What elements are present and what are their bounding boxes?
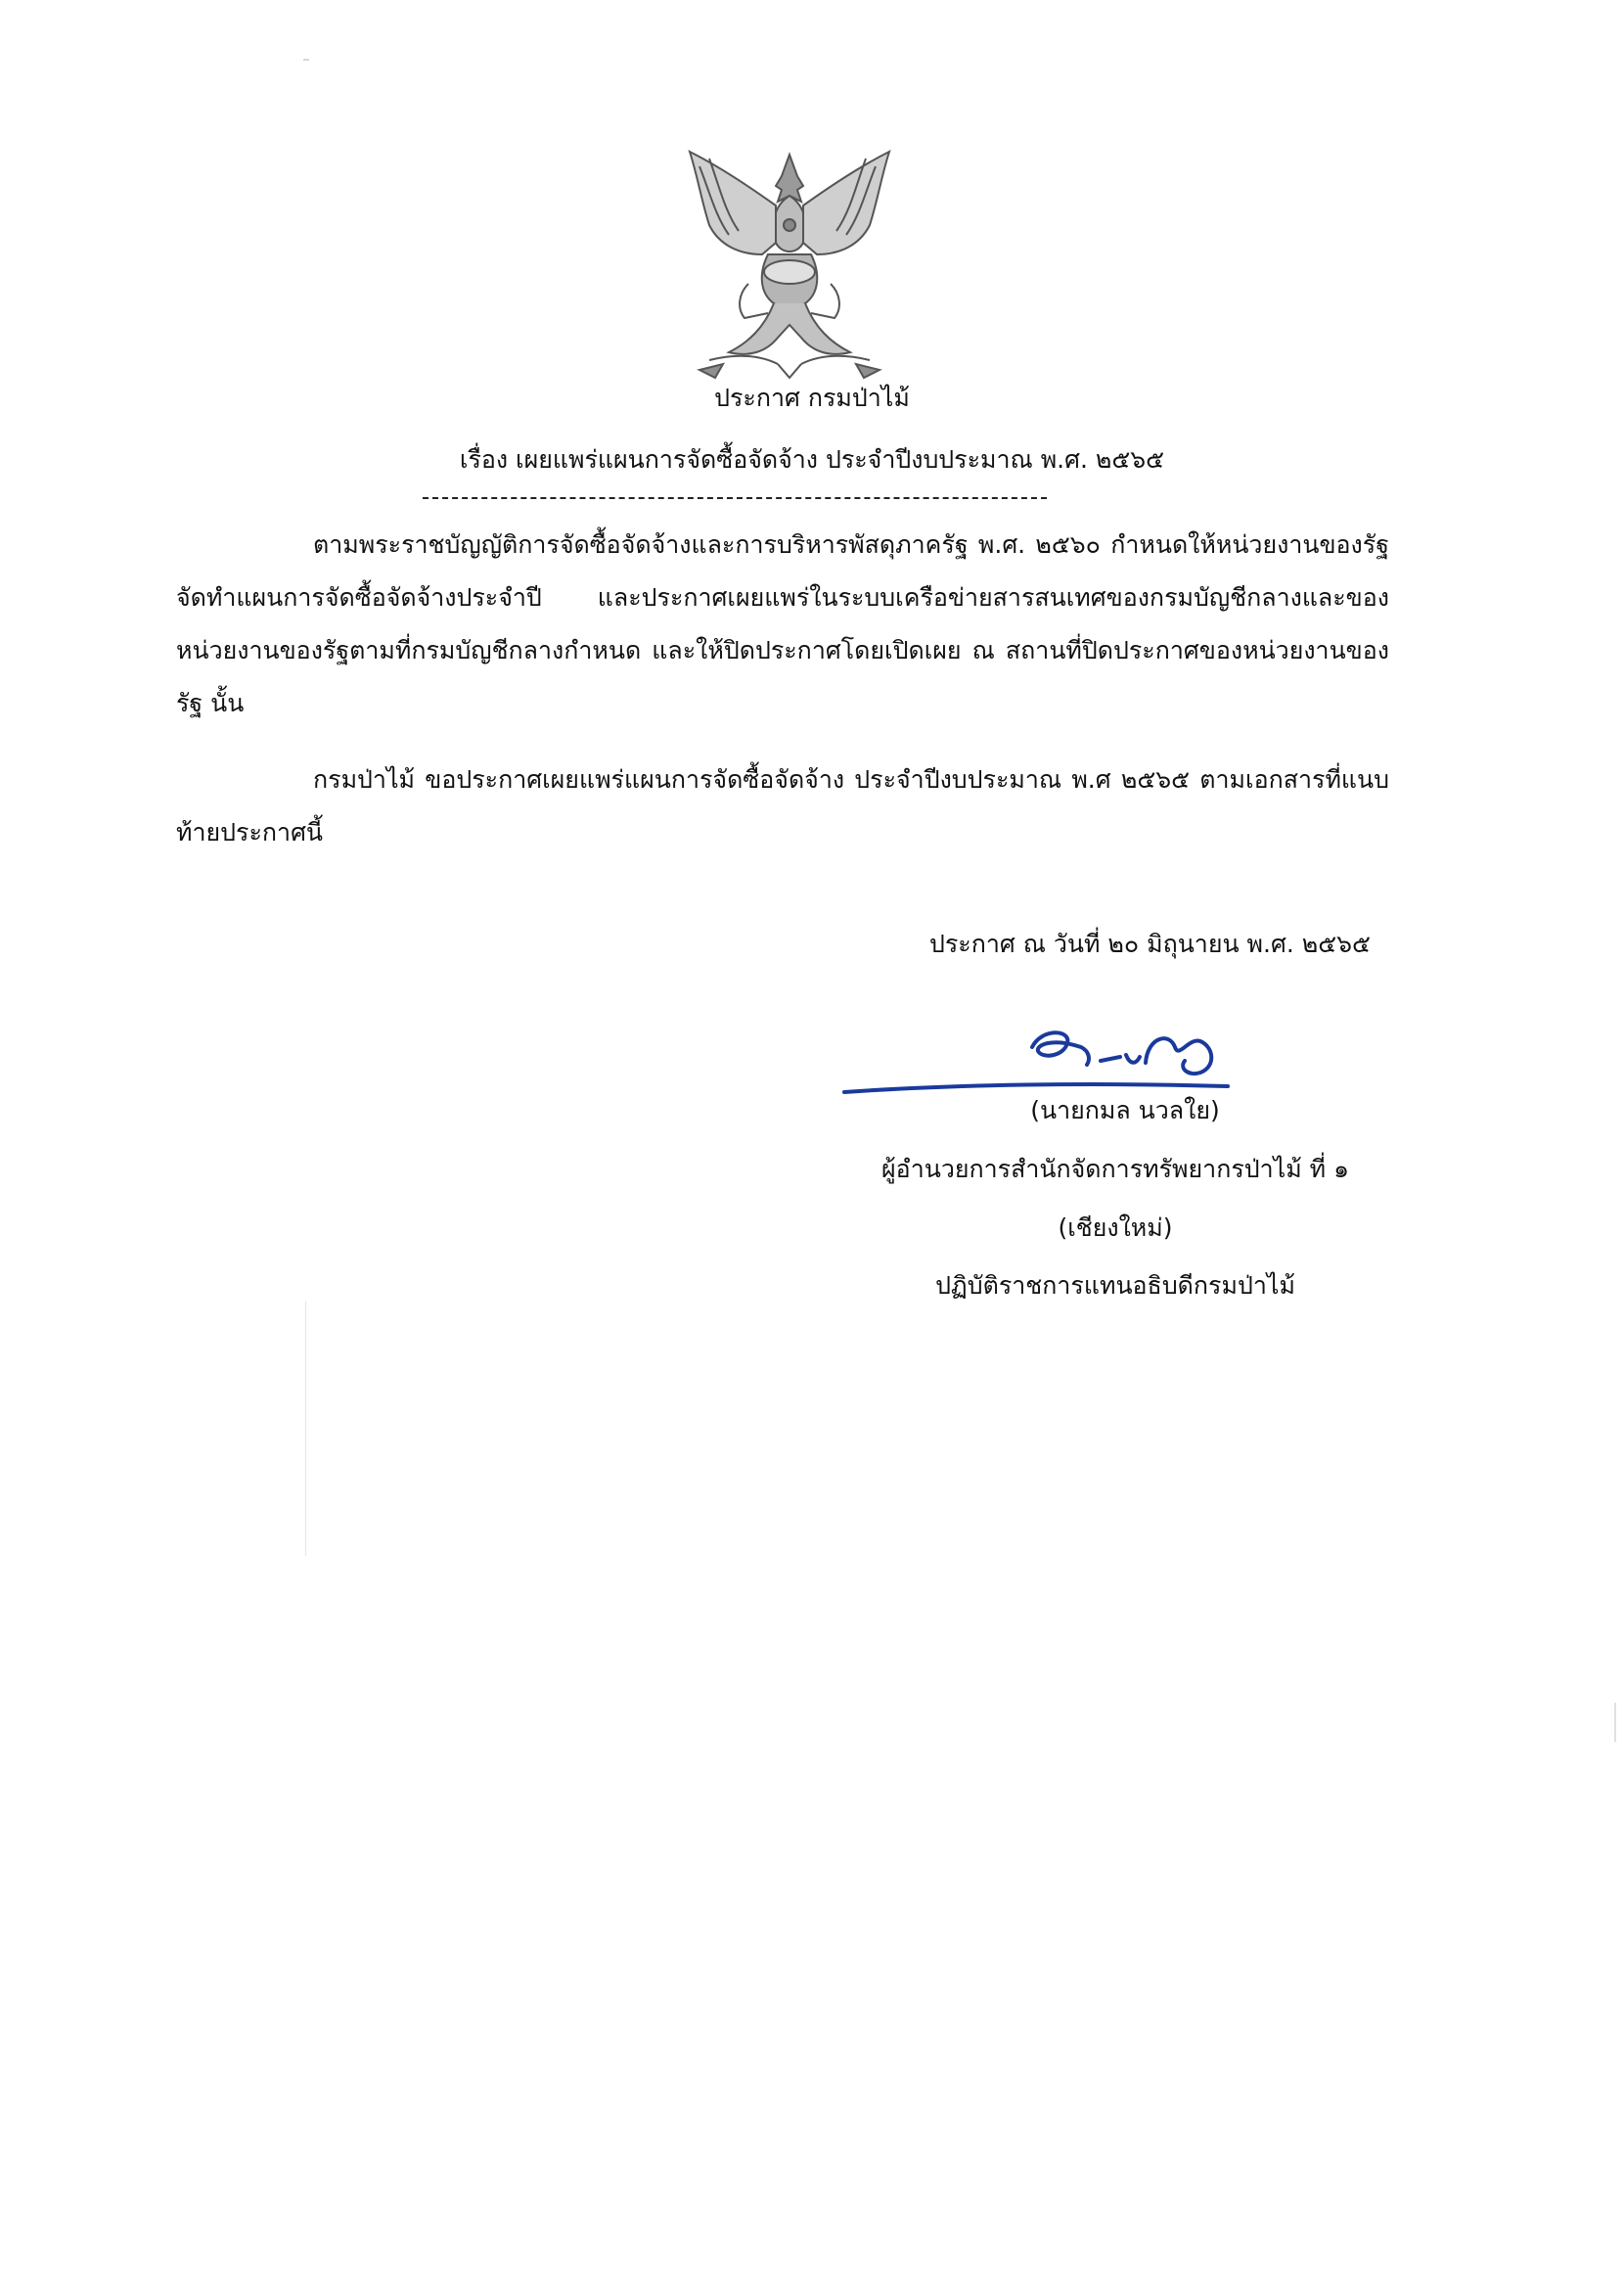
scan-speck [303,59,309,61]
announcement-title: ประกาศ กรมป่าไม้ [714,384,910,412]
announcement-subject: เรื่อง เผยแพร่แผนการจัดซื้อจัดจ้าง ประจำปีงบประมาณ พ.ศ. ๒๕๖๕ [459,445,1165,474]
body-paragraph: กรมป่าไม้ ขอประกาศเผยแพร่แผนการจัดซื้อจัดจ้าง ประจำปีงบประมาณ พ.ศ ๒๕๖๕ ตามเอกสารที่แนบท้ายประกาศนี้ [176,765,1389,846]
signatory-area: (เชียงใหม่) [1058,1213,1173,1242]
body-paragraph: ตามพระราชบัญญัติการจัดซื้อจัดจ้างและการบริหารพัสดุภาครัฐ พ.ศ. ๒๕๖๐ กำหนดให้หน่วยงานของรัฐจัดทำแผนการจัดซื้อจัดจ้างประจำปี และประกาศเผยแพร่ในระบบเครือข่ายสารสนเทศของกรมบัญชีกลางและของหน่วยงานของรัฐตามที่กรมบัญชีกลางกำหนด และให้ปิดประกาศโดยเปิดเผย ณ สถานที่ปิดประกาศของหน่วยงานของรัฐ นั้น [176,530,1389,717]
signatory-acting-role: ปฏิบัติราชการแทนอธิบดีกรมป่าไม้ [935,1271,1295,1300]
signatory-name: (นายกมล นวลใย) [1030,1096,1220,1124]
dashed-divider [423,497,1047,499]
announcement-date: ประกาศ ณ วันที่ ๒๐ มิถุนายน พ.ศ. ๒๕๖๕ [929,930,1371,958]
scan-edge-mark [1614,1703,1616,1742]
garuda-emblem-icon [680,147,900,382]
signatory-position: ผู้อำนวยการสำนักจัดการทรัพยากรป่าไม้ ที่ ๑ [881,1155,1349,1183]
scan-streak [305,1302,306,1556]
